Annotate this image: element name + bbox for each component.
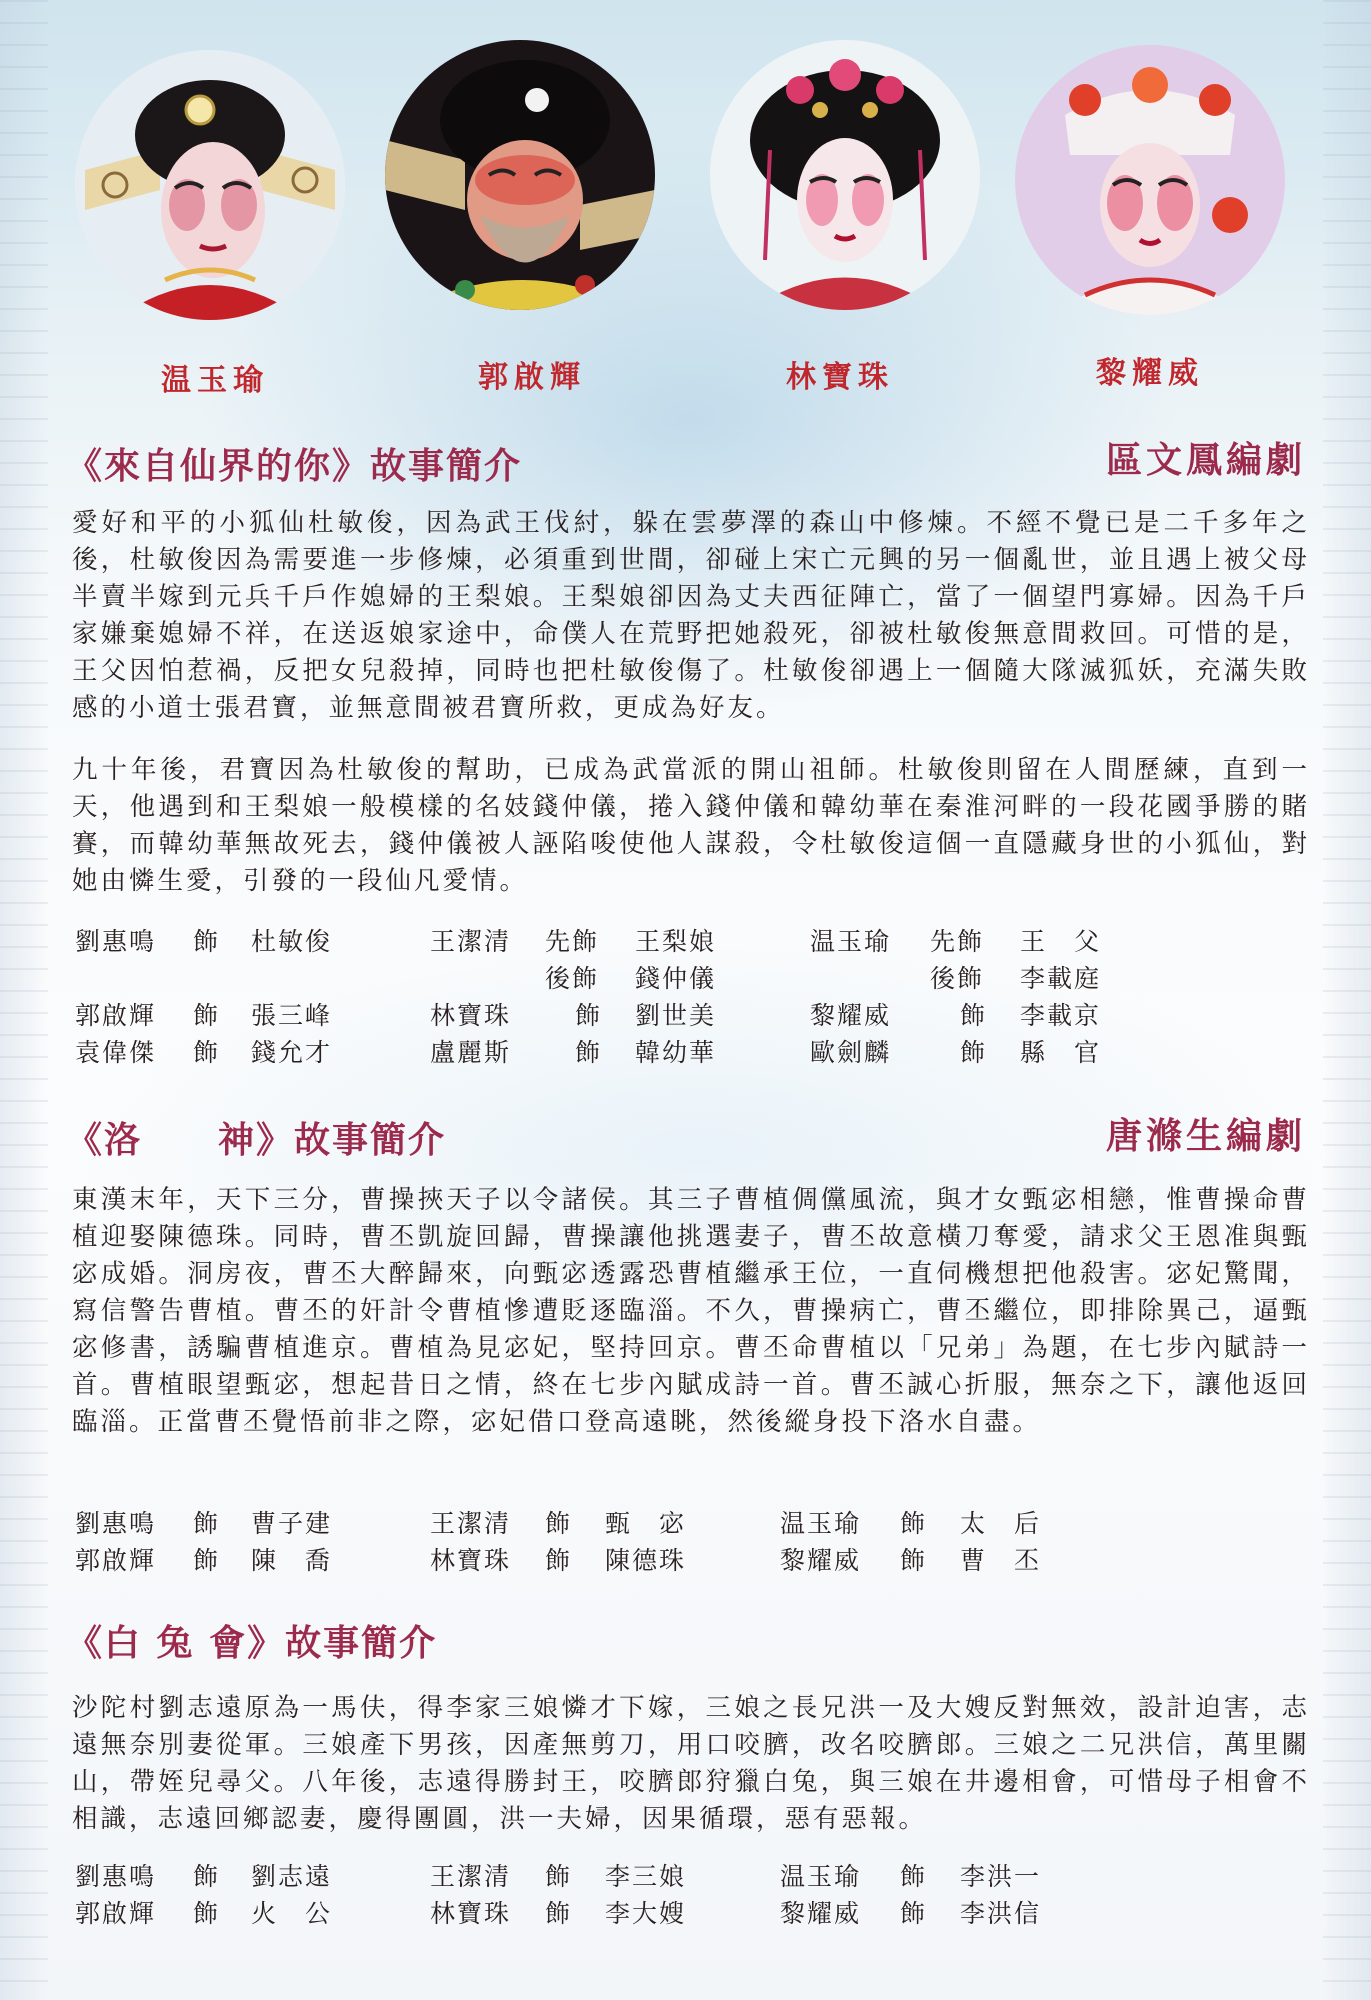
cast-actor: 温玉瑜	[780, 1862, 862, 1891]
section-author-1: 區文鳳編劇	[1105, 439, 1306, 481]
portrait-photo-1	[75, 50, 345, 320]
cast-role-marker: 飾	[545, 1899, 573, 1928]
cast-role-marker: 飾	[960, 1038, 988, 1067]
cast-character: 曹子建	[251, 1509, 333, 1538]
cast-actor: 温玉瑜	[810, 927, 892, 956]
cast-role-marker: 飾	[193, 1546, 221, 1575]
cast-role-marker: 飾	[193, 1001, 221, 1030]
cast-character: 杜敏俊	[251, 927, 333, 956]
cast-role-marker: 後飾	[545, 964, 600, 993]
cast-character: 火 公	[251, 1899, 333, 1928]
cast-character: 韓幼華	[635, 1038, 717, 1067]
cast-actor: 王潔清	[430, 1862, 512, 1891]
cast-role-marker: 後飾	[930, 964, 985, 993]
cast-character: 李載京	[1020, 1001, 1102, 1030]
cast-role-marker: 飾	[900, 1899, 928, 1928]
portrait-name-3: 林寶珠	[786, 360, 894, 395]
cast-role-marker: 先飾	[930, 927, 985, 956]
cast-actor: 林寶珠	[430, 1899, 512, 1928]
cast-role-marker: 飾	[193, 1899, 221, 1928]
cast-actor: 黎耀威	[780, 1899, 862, 1928]
cast-role-marker: 飾	[960, 1001, 988, 1030]
section-title-2: 《洛 神》故事簡介	[66, 1119, 447, 1161]
cast-role-marker: 飾	[900, 1509, 928, 1538]
cast-character: 錢允才	[251, 1038, 333, 1067]
cast-character: 王 父	[1020, 927, 1102, 956]
cast-actor: 林寶珠	[430, 1546, 512, 1575]
cast-role-marker: 飾	[575, 1001, 603, 1030]
portrait-photo-4	[1015, 45, 1285, 315]
cast-character: 甄 宓	[605, 1509, 687, 1538]
cast-actor: 王潔清	[430, 927, 512, 956]
section-title-1: 《來自仙界的你》故事簡介	[66, 445, 523, 487]
section-1-paragraph-1: 愛好和平的小狐仙杜敏俊，因為武王伐紂，躲在雲夢澤的森山中修煉。不經不覺已是二千多年之後，杜敏俊因為需要進一步修煉，必須重到世間，卻碰上宋亡元興的另一個亂世，並且遇上被父母半賣半嫁到元兵千戶作媳婦的王梨娘。王梨娘卻因為丈夫西征陣亡，當了一個望門寡婦。因為千戶家嫌棄媳婦不祥，在送返娘家途中，命僕人在荒野把她殺死，卻被杜敏俊無意間救回。可惜的是，王父因怕惹禍，反把女兒殺掉，同時也把杜敏俊傷了。杜敏俊卻遇上一個隨大隊滅狐妖，充滿失敗感的小道士張君寶，並無意間被君寶所救，更成為好友。	[72, 508, 1310, 723]
cast-actor: 劉惠鳴	[75, 927, 157, 956]
cast-actor: 劉惠鳴	[75, 1509, 157, 1538]
cast-character: 李載庭	[1020, 964, 1102, 993]
cast-character: 王梨娘	[635, 927, 717, 956]
cast-role-marker: 飾	[193, 1862, 221, 1891]
cast-actor: 黎耀威	[810, 1001, 892, 1030]
cast-actor: 郭啟輝	[75, 1546, 157, 1575]
cast-character: 陳德珠	[605, 1546, 687, 1575]
cast-role-marker: 飾	[900, 1546, 928, 1575]
cast-character: 李洪信	[960, 1899, 1042, 1928]
cast-character: 曹 丕	[960, 1546, 1042, 1575]
cast-role-marker: 飾	[545, 1862, 573, 1891]
cast-actor: 黎耀威	[780, 1546, 862, 1575]
portrait-name-4: 黎耀威	[1096, 356, 1204, 391]
portrait-photo-2	[385, 40, 655, 310]
cast-character: 陳 喬	[251, 1546, 333, 1575]
portrait-name-1: 温玉瑜	[161, 363, 269, 398]
section-author-2: 唐滌生編劇	[1105, 1115, 1306, 1157]
cast-actor: 温玉瑜	[780, 1509, 862, 1538]
portrait-name-2: 郭啟輝	[478, 360, 586, 395]
section-3-paragraph-1: 沙陀村劉志遠原為一馬伕，得李家三娘憐才下嫁，三娘之長兄洪一及大嫂反對無效，設計迫害，志遠無奈別妻從軍。三娘產下男孩，因產無剪刀，用口咬臍，改名咬臍郎。三娘之二兄洪信，萬里關山，帶姪兒尋父。八年後，志遠得勝封王，咬臍郎狩獵白兔，與三娘在井邊相會，可惜母子相會不相識，志遠回鄉認妻，慶得團圓，洪一夫婦，因果循環，惡有惡報。	[72, 1693, 1310, 1834]
cast-role-marker: 飾	[193, 927, 221, 956]
cast-character: 太 后	[960, 1509, 1042, 1538]
section-title-3: 《白 兔 會》故事簡介	[66, 1622, 438, 1664]
cast-role-marker: 飾	[545, 1509, 573, 1538]
cast-character: 李三娘	[605, 1862, 687, 1891]
cast-actor: 郭啟輝	[75, 1001, 157, 1030]
cast-actor: 林寶珠	[430, 1001, 512, 1030]
section-2-paragraph-1: 東漢末年，天下三分，曹操挾天子以令諸侯。其三子曹植倜儻風流，與才女甄宓相戀，惟曹操命曹植迎娶陳德珠。同時，曹丕凱旋回歸，曹操讓他挑選妻子，曹丕故意橫刀奪愛，請求父王恩准與甄宓成婚。洞房夜，曹丕大醉歸來，向甄宓透露恐曹植繼承王位，一直伺機想把他殺害。宓妃驚聞，寫信警告曹植。曹丕的奸計令曹植慘遭貶逐臨淄。不久，曹操病亡，曹丕繼位，即排除異己，逼甄宓修書，誘騙曹植進京。曹植為見宓妃，堅持回京。曹丕命曹植以「兄弟」為題，在七步內賦詩一首。曹植眼望甄宓，想起昔日之情，終在七步內賦成詩一首。曹丕誠心折服，無奈之下，讓他返回臨淄。正當曹丕覺悟前非之際，宓妃借口登高遠眺，然後縱身投下洛水自盡。	[72, 1185, 1310, 1437]
cast-role-marker: 飾	[545, 1546, 573, 1575]
cast-actor: 郭啟輝	[75, 1899, 157, 1928]
cast-role-marker: 飾	[575, 1038, 603, 1067]
portrait-row	[0, 0, 1371, 400]
cast-role-marker: 飾	[193, 1038, 221, 1067]
cast-character: 劉志遠	[251, 1862, 333, 1891]
cast-character: 李洪一	[960, 1862, 1042, 1891]
cast-character: 縣 官	[1020, 1038, 1102, 1067]
cast-actor: 劉惠鳴	[75, 1862, 157, 1891]
cast-character: 錢仲儀	[635, 964, 717, 993]
cast-role-marker: 飾	[900, 1862, 928, 1891]
section-1-paragraph-2: 九十年後，君寶因為杜敏俊的幫助，已成為武當派的開山祖師。杜敏俊則留在人間歷練，直到一天，他遇到和王梨娘一般模樣的名妓錢仲儀，捲入錢仲儀和韓幼華在秦淮河畔的一段花國爭勝的賭賽，而韓幼華無故死去，錢仲儀被人誣陷唆使他人謀殺，令杜敏俊這個一直隱藏身世的小狐仙，對她由憐生愛，引發的一段仙凡愛情。	[72, 755, 1310, 896]
cast-actor: 盧麗斯	[430, 1038, 512, 1067]
cast-actor: 王潔清	[430, 1509, 512, 1538]
cast-actor: 歐劍麟	[810, 1038, 892, 1067]
cast-character: 劉世美	[635, 1001, 717, 1030]
cast-character: 張三峰	[251, 1001, 333, 1030]
portrait-photo-3	[710, 40, 980, 310]
cast-character: 李大嫂	[605, 1899, 687, 1928]
cast-actor: 袁偉傑	[75, 1038, 157, 1067]
cast-role-marker: 飾	[193, 1509, 221, 1538]
cast-role-marker: 先飾	[545, 927, 600, 956]
